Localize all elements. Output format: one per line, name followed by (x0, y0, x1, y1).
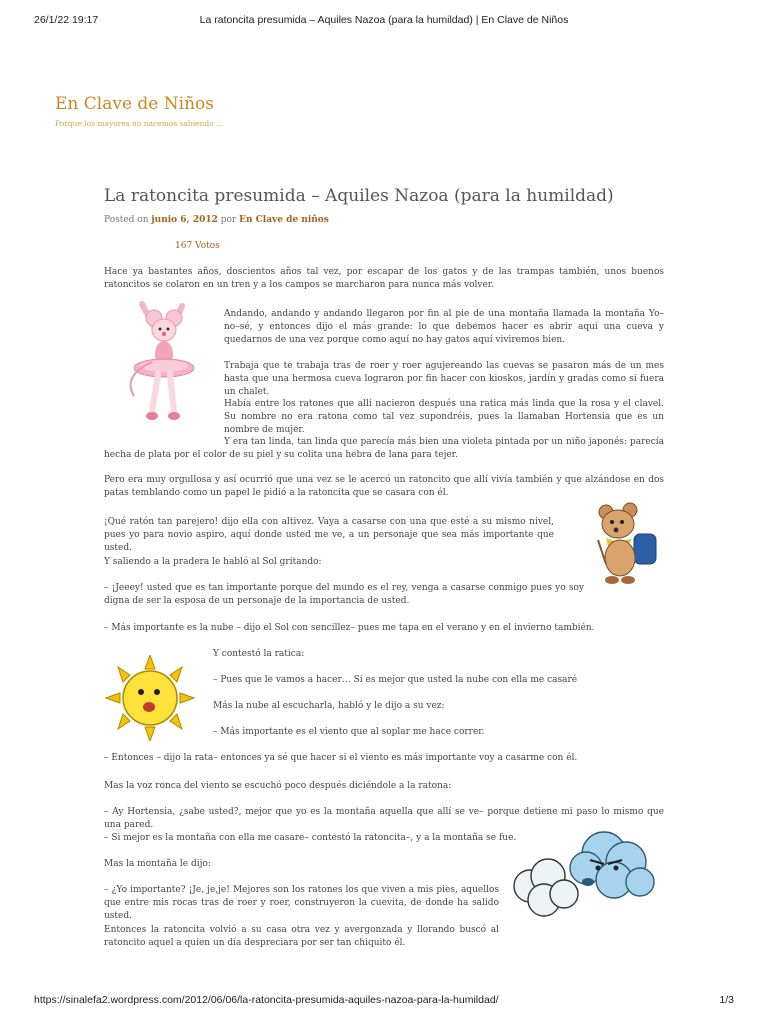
por-label: por (220, 215, 237, 225)
sun-icon (102, 655, 198, 741)
paragraph: Y saliendo a la pradera le habló al Sol gritando: (104, 557, 322, 567)
paragraph: Pero era muy orgullosa y así ocurrió que una vez se le acercó un ratoncito que allí vivía también y que alzándose en dos patas temblando como un papel le pidió a la ratoncita que se casara con él. (104, 475, 664, 498)
paragraph: Y contestó la ratica: (213, 649, 305, 659)
paragraph: Trabaja que te trabaja tras de roer y roer agujereando las cuevas se pasaron más de un mes hasta que una hermosa cueva lograron por fin hacer con kioskos, jardín y gradas como si fuera un chalet. (224, 361, 664, 397)
post-date-link[interactable]: junio 6, 2012 (151, 215, 218, 225)
paragraph: Más la nube al escucharla, habló y le dijo a su vez: (213, 701, 445, 711)
page-number: 1/3 (719, 994, 734, 1006)
paragraph: Mas la montaña le dijo: (104, 859, 211, 869)
paragraph: Andando, andando y andando llegaron por fin al pie de una montaña llamada la montaña Yo–no–sé, y entonces dijo el más grande: lo que debemos hacer es abrir aquí una cueva y quedarnos de una vez porque como aquí no hay gatos aquí viviremos bien. (224, 309, 664, 345)
mouse-backpack-icon (592, 500, 662, 592)
paragraph: – Más importante es el viento que al soplar me hace correr. (213, 727, 485, 737)
site-description: Porque los mayores no nacemos sabiendo ... (55, 119, 224, 128)
paragraph: Había entre los ratones que allí nacieron después una ratica más linda que la rosa y el clavel. Su nombre no era ratona como tal vez supondréis, pues la llamaban Hortensia que es un nombre de mujer. (224, 399, 664, 435)
paragraph (104, 266, 664, 292)
paragraph: Y era tan linda, tan linda que parecía más bien una violeta pintada por un niño japonés: parecía hecha de plata por el color de su piel y su colita una hebra de lana para tejer. (104, 437, 664, 460)
paragraph: – Ay Hortensia, ¿sabe usted?, mejor que yo es la montaña aquella que allí se ve– porque detiene mi paso lo mismo que una pared. (104, 807, 664, 830)
paragraph: – Entonces – dijo la rata– entonces ya sé que hacer si el viento es más importante voy a casarme con él. (104, 753, 578, 763)
paragraph: Entonces la ratoncita volvió a su casa otra vez y avergonzada y llorando buscó al ratoncito aquel a quien un día despreciara por ser tan chiquito él. (104, 925, 499, 948)
author-link[interactable]: En Clave de niños (239, 215, 329, 225)
ballerina-mouse-icon (112, 296, 212, 432)
paragraph: – ¡Jeeey! usted que es tan importante porque del mundo es el rey, venga a casarse conmigo pues yo soy digna de ser la esposa de un personaje de la importancia de usted. (104, 583, 584, 606)
posted-on-label: Posted on (104, 215, 149, 225)
print-url: https://sinalefa2.wordpress.com/2012/06/06/la-ratoncita-presumida-aquiles-nazoa-para-la-humildad/ (34, 994, 499, 1006)
paragraph: – ¿Yo importante? ¡Je, je,je! Mejores son los ratones los que viven a mis pies, aquellos que entre mis rocas tras de roer y roer, construyeron la cuevita, de donde ha salido usted. (104, 885, 499, 921)
post-meta (104, 215, 329, 225)
paragraph-text: Hace ya bastantes años, doscientos años tal vez, por escapar de los gatos y de las trampas también, unos buenos ratoncitos se colaron en un tren y a los campos se marcharon para nunca más volver. (104, 267, 664, 290)
paragraph: Mas la voz ronca del viento se escuchó poco después diciéndole a la ratona: (104, 781, 452, 791)
wind-cloud-icon (508, 824, 658, 920)
print-page-title: La ratoncita presumida – Aquiles Nazoa (para la humildad) | En Clave de Niños (199, 14, 569, 26)
paragraph: ¡Qué ratón tan parejero! dijo ella con altivez. Vaya a casarse con una que esté a su mismo nivel, pues yo para novio aspiro, aquí donde usted me ve, a un personaje que sea más importante que usted. (104, 517, 554, 553)
paragraph: – Pues que le vamos a hacer… Si es mejor que usted la nube con ella me casaré (213, 675, 578, 685)
paragraph: – Si mejor es la montaña con ella me casare– contestó la ratoncita–, y a la montaña se fue. (104, 833, 517, 843)
votes-count: 167 Votos (175, 241, 220, 251)
print-date: 26/1/22 19:17 (34, 14, 99, 26)
site-title[interactable]: En Clave de Niños (55, 94, 214, 114)
post-title: La ratoncita presumida – Aquiles Nazoa (para la humildad) (104, 186, 614, 206)
paragraph: – Más importante es la nube – dijo el Sol con sencillez– pues me tapa en el verano y en el invierno también. (104, 623, 595, 633)
